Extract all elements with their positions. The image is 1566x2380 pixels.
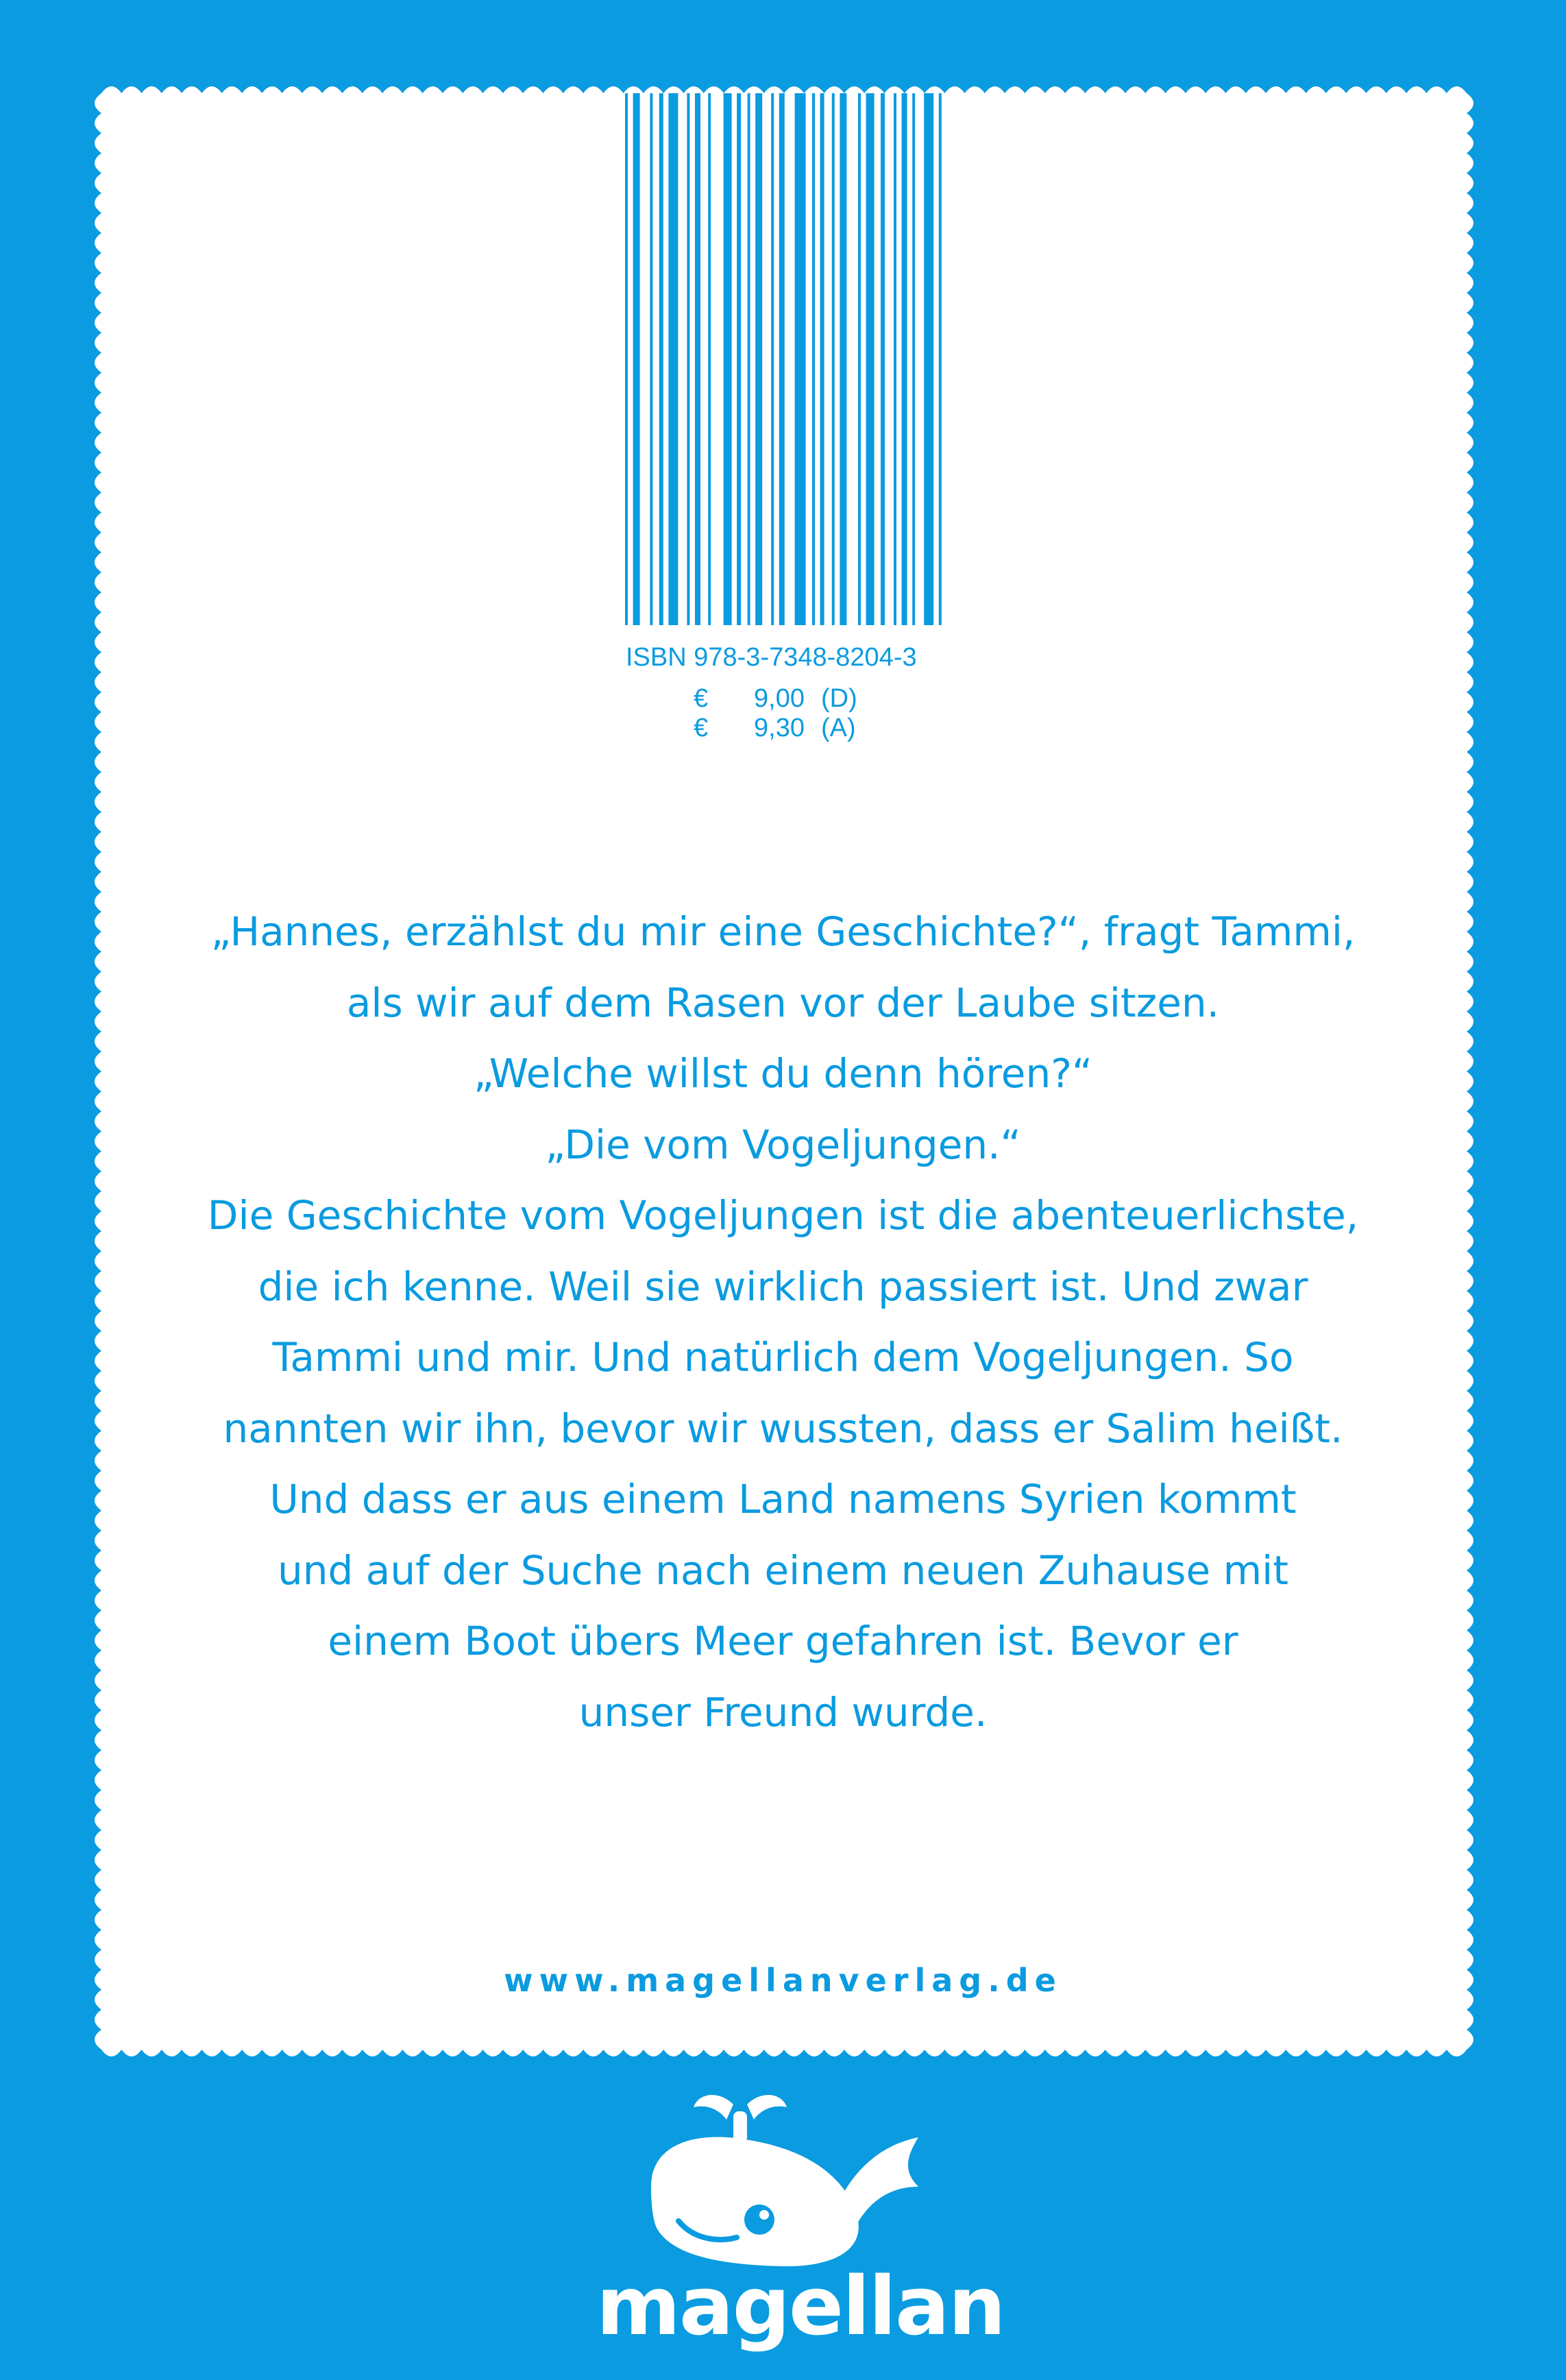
blurb-line: Und dass er aus einem Land namens Syrien kommt [269, 1476, 1297, 1522]
blurb-line: „Hannes, erzählst du mir eine Geschichte?“, fragt Tammi, [210, 908, 1356, 955]
barcode-bar [939, 93, 942, 625]
price-amount: 9,30 [754, 714, 805, 742]
barcode-bar [668, 93, 678, 625]
barcode-bar [625, 93, 628, 625]
barcode [625, 93, 942, 625]
barcode-bar [771, 93, 774, 625]
blurb-line: Die Geschichte vom Vogeljungen ist die abenteuerlichste, [207, 1192, 1359, 1239]
logo-wordmark: magellan [596, 2259, 1005, 2353]
book-blurb [137, 897, 1429, 1748]
price-currency: € [694, 714, 709, 742]
barcode-bar [650, 93, 652, 625]
blurb-line: „Die vom Vogeljungen.“ [545, 1121, 1021, 1168]
price-region: (A) [821, 714, 856, 742]
price-amount: 9,00 [754, 684, 805, 713]
barcode-bar [902, 93, 907, 625]
barcode-bar [779, 93, 785, 625]
barcode-bar [708, 93, 711, 625]
whale-icon [596, 2084, 980, 2269]
barcode-bar [894, 93, 896, 625]
barcode-bar [866, 93, 874, 625]
barcode-bar [924, 93, 933, 625]
barcode-bar [748, 93, 750, 625]
barcode-bar [695, 93, 700, 625]
barcode-bar [724, 93, 732, 625]
barcode-bar [858, 93, 861, 625]
blurb-line: „Welche willst du denn hören?“ [473, 1050, 1093, 1097]
barcode-bar [687, 93, 689, 625]
barcode-bar [912, 93, 915, 625]
publisher-website[interactable]: www.magellanverlag.de [504, 1962, 1062, 1999]
blurb-line: nannten wir ihn, bevor wir wussten, dass er Salim heißt. [223, 1405, 1343, 1452]
blurb-line: und auf der Suche nach einem neuen Zuhause mit [278, 1546, 1288, 1594]
barcode-bar [633, 93, 640, 625]
barcode-bar [737, 93, 741, 625]
barcode-bar [659, 93, 663, 625]
blurb-line: Tammi und mir. Und natürlich dem Vogeljungen. So [272, 1334, 1294, 1381]
barcode-bar [820, 93, 824, 625]
publisher-logo [596, 2084, 1005, 2358]
price-region: (D) [821, 684, 857, 713]
blurb-line: unser Freund wurde. [578, 1688, 988, 1736]
barcode-bar [755, 93, 762, 625]
isbn-number: ISBN 978-3-7348-8204-3 [626, 643, 917, 672]
blurb-line: als wir auf dem Rasen vor der Laube sitzen. [346, 979, 1220, 1026]
blurb-line: einem Boot übers Meer gefahren ist. Bevor er [328, 1618, 1238, 1664]
barcode-bar [795, 93, 806, 625]
barcode-bar [812, 93, 815, 625]
barcode-bar [840, 93, 846, 625]
barcode-bar [832, 93, 835, 625]
barcode-bar [881, 93, 885, 625]
price-currency: € [694, 684, 709, 713]
blurb-line: die ich kenne. Weil sie wirklich passiert ist. Und zwar [258, 1263, 1308, 1310]
